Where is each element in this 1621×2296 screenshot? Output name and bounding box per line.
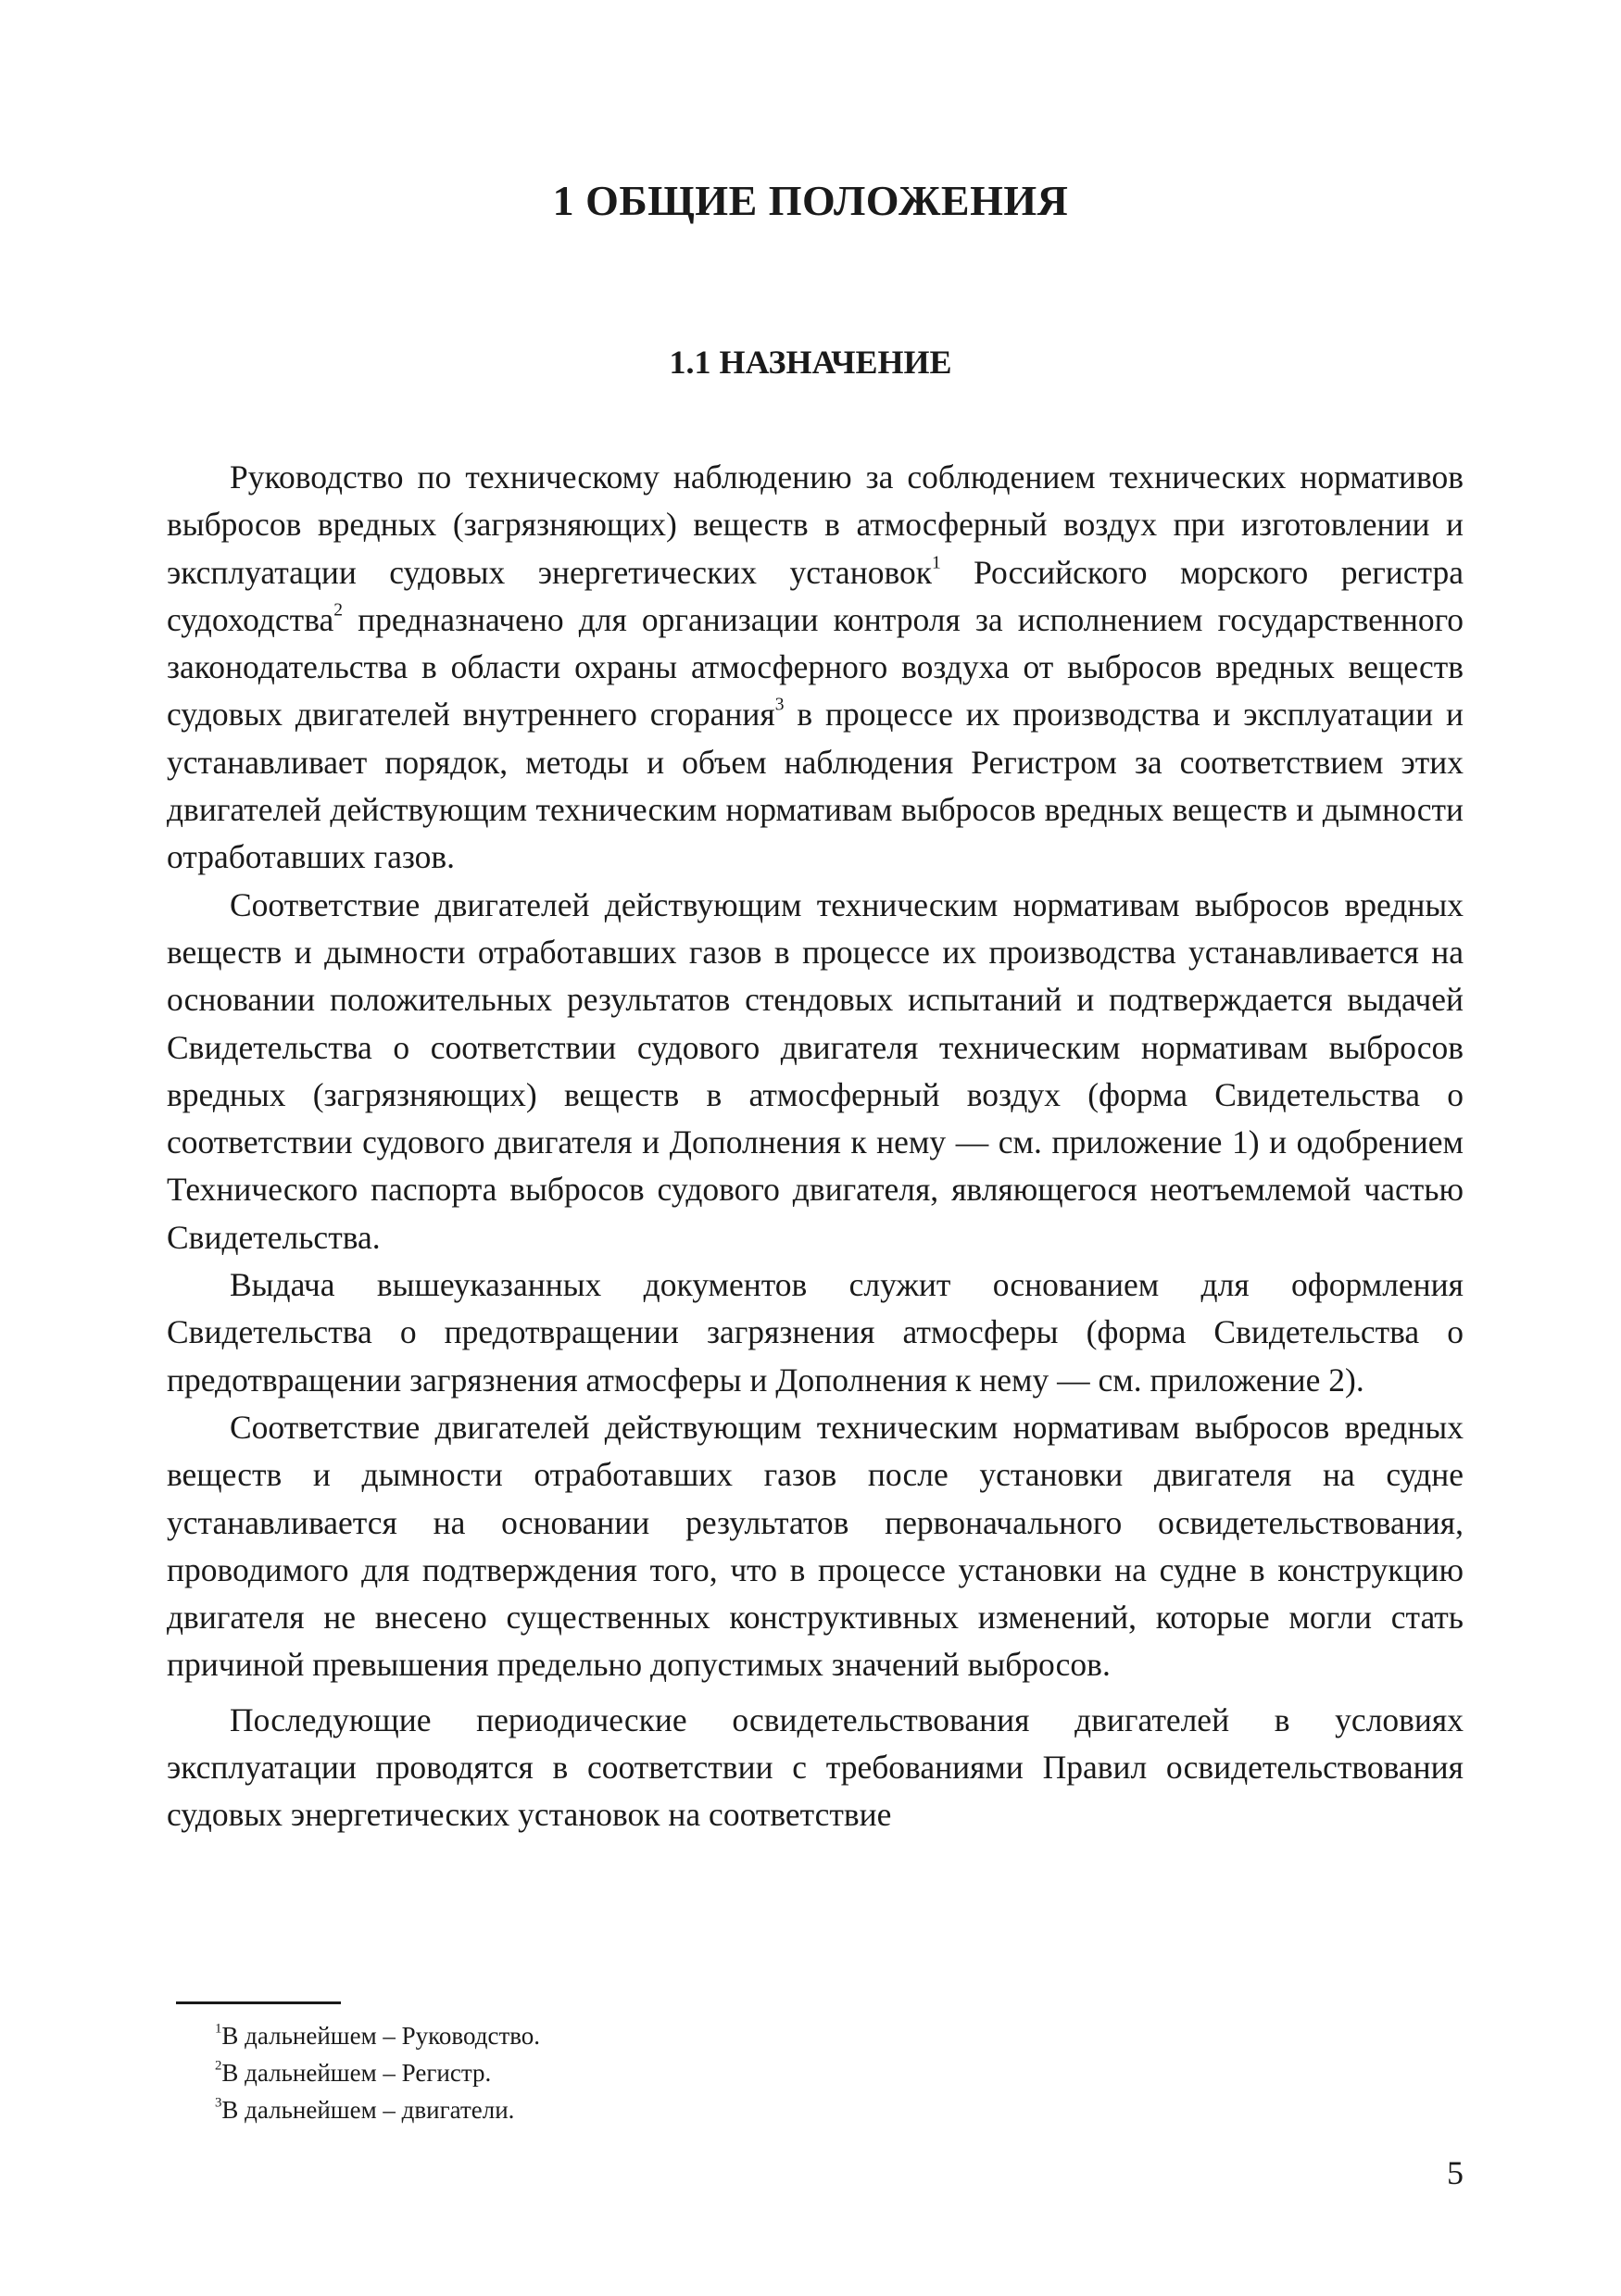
footnote-separator: [176, 2001, 341, 2004]
paragraph-1-part-c: предназначено для организации контроля за исполнением государственного законодательства в области охраны атмосферного воздуха от выбросов вредных веществ судовых двигателей внутреннего сгорания: [167, 600, 1464, 734]
footnote-text: В дальнейшем – Регистр.: [221, 2059, 492, 2087]
footnote-2: [215, 2054, 540, 2091]
paragraph-4: Соответствие двигателей действующим техническим нормативам выбросов вредных веществ и дымности отработавших газов после установки двигателя на судне устанавливается на основании результатов первоначального освидетельствования, проводимого для подтверждения того, что в процессе установки на судне в конструкцию двигателя не внесено существенных конструктивных изменений, которые могли стать причиной превышения предельно допустимых значений выбросов.: [167, 1408, 1464, 1684]
paragraph-3: Выдача вышеуказанных документов служит основанием для оформления Свидетельства о предотвращении загрязнения атмосферы (форма Свидетельства о предотвращении загрязнения атмосферы и Дополнения к нему — см. приложение 2).: [167, 1266, 1464, 1399]
footnote-1: [215, 2017, 540, 2054]
footnotes: [215, 2017, 540, 2128]
footnote-mark: 2: [215, 2058, 222, 2074]
paragraph-5: Последующие периодические освидетельствования двигателей в условиях эксплуатации проводятся в соответствии с требованиями Правил освидетельствования судовых энергетических установок на соответствие: [167, 1700, 1464, 1834]
footnote-mark: 3: [215, 2095, 222, 2111]
chapter-title: 1 ОБЩИЕ ПОЛОЖЕНИЯ: [552, 177, 1069, 224]
body-text: [167, 454, 1464, 1839]
footnote-text: В дальнейшем – двигатели.: [221, 2096, 515, 2124]
paragraph-1-part-d: в процессе их производства и эксплуатации и устанавливает порядок, методы и объем наблюдения Регистром за соответствием этих двигателей действующим техническим нормативам выбросов вредных веществ и дымности отработавших газов.: [167, 696, 1464, 876]
paragraph-2: Соответствие двигателей действующим техническим нормативам выбросов вредных веществ и дымности отработавших газов в процессе их производства устанавливается на основании положительных результатов стендовых испытаний и подтверждается выдачей Свидетельства о соответствии судового двигателя техническим нормативам выбросов вредных (загрязняющих) веществ в атмосферный воздух (форма Свидетельства о соответствии судового двигателя и Дополнения к нему — см. приложение 1) и одобрением Технического паспорта выбросов судового двигателя, являющегося неотъемлемой частью Свидетельства.: [167, 885, 1464, 1256]
paragraph-1-part-a: Руководство по техническому наблюдению за соблюдением технических нормативов выбросов вредных (загрязняющих) веществ в атмосферный воздух при изготовлении и эксплуатации судовых энергетических установок: [167, 458, 1464, 591]
footnote-ref-1: 1: [931, 553, 941, 572]
section-title: 1.1 НАЗНАЧЕНИЕ: [669, 344, 952, 381]
footnote-ref-3: 3: [774, 695, 785, 715]
footnote-text: В дальнейшем – Руководство.: [221, 2022, 541, 2050]
footnote-mark: 1: [215, 2021, 222, 2037]
footnote-3: [215, 2091, 540, 2128]
paragraph-1-part-b: Российского морского регистра судоходства: [167, 553, 1464, 638]
page-number: 5: [1447, 2154, 1464, 2191]
paragraph-1: [167, 454, 1464, 882]
footnote-ref-2: 2: [333, 600, 344, 621]
